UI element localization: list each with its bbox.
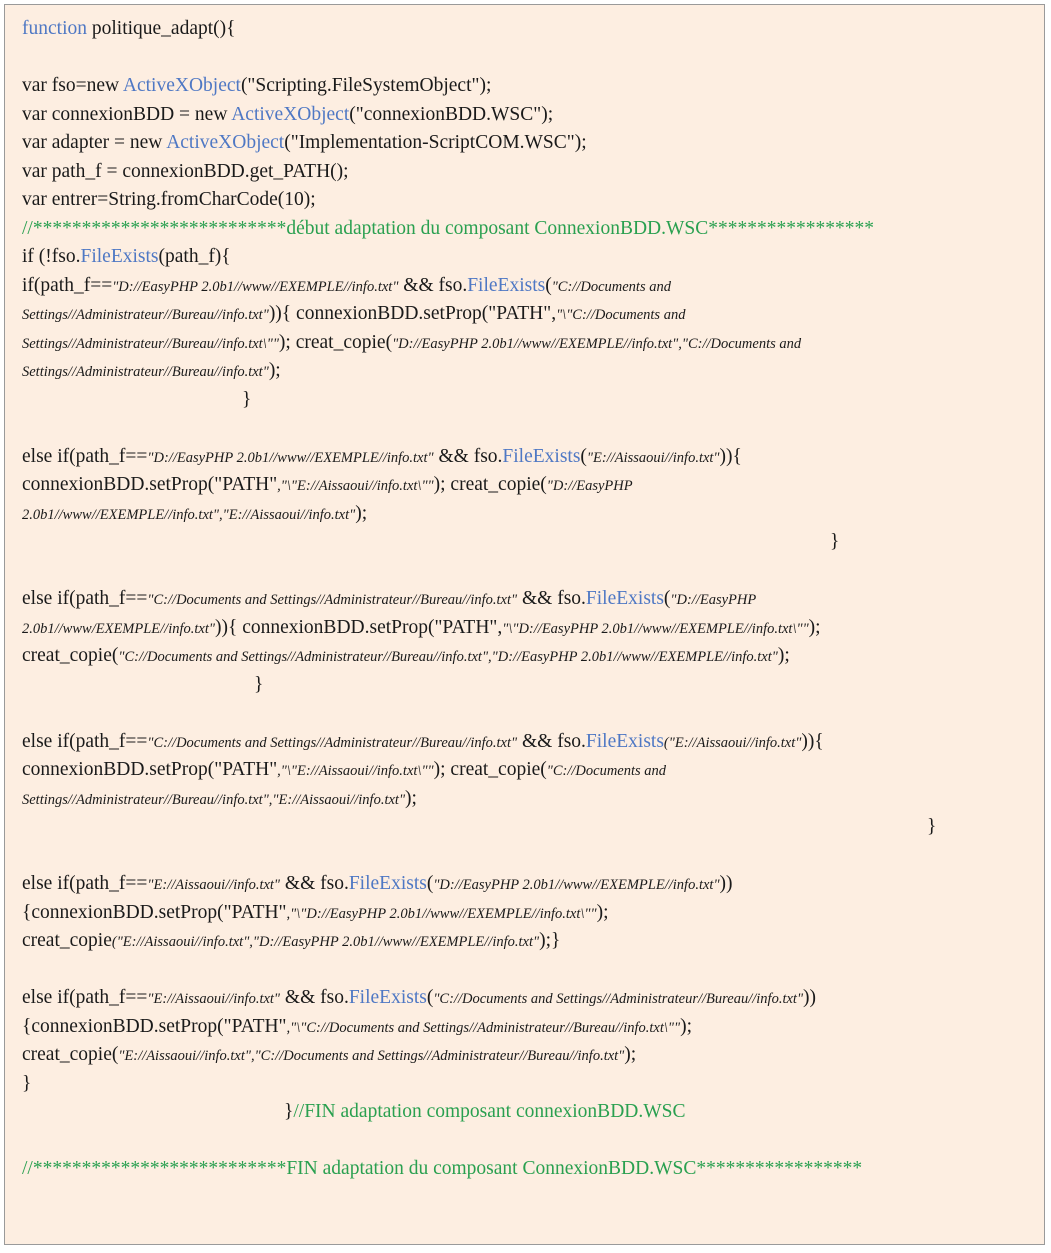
closing-brace: } xyxy=(242,388,252,410)
code-text: ); creat_copie( xyxy=(278,331,393,353)
blank-line xyxy=(22,1127,1036,1156)
code-text: ); xyxy=(355,502,368,524)
code-line xyxy=(22,15,1036,44)
string-literal: "C://Documents and Settings//Administrateur//Bureau//info.txt","D://EasyPHP 2.0b1//www//EXEMPLE//info.txt" xyxy=(118,649,778,665)
code-text: var connexionBDD = new xyxy=(22,103,232,125)
string-literal: "C://Documents and Settings//Administrateur//Bureau//info.txt" xyxy=(433,991,804,1007)
code-text: else if(path_f== xyxy=(22,873,148,894)
string-literal: "\"C://Documents and xyxy=(556,307,686,323)
code-line xyxy=(22,101,1036,130)
code-line xyxy=(22,471,1036,500)
string-literal: "D://EasyPHP xyxy=(670,592,757,608)
blank-line xyxy=(22,557,1036,586)
code-line xyxy=(22,870,1036,899)
code-text: ); xyxy=(624,1044,637,1065)
string-literal: Settings//Administrateur//Bureau//info.txt" xyxy=(22,307,269,323)
code-text: ); xyxy=(596,901,609,923)
code-listing-box xyxy=(4,4,1045,1245)
blank-line xyxy=(22,414,1036,443)
comment-line: //**************************FIN adaptation du composant ConnexionBDD.WSC***************** xyxy=(22,1158,863,1179)
keyword: FileExists xyxy=(502,445,581,467)
code-text: ); xyxy=(777,645,790,666)
code-line xyxy=(22,642,1036,671)
code-line xyxy=(22,129,1036,158)
code-line xyxy=(22,899,1036,928)
code-line xyxy=(22,614,1036,643)
string-literal: "E://Aissaoui//info.txt" xyxy=(586,449,720,466)
code-text: && fso. xyxy=(517,588,586,609)
string-literal: Settings//Administrateur//Bureau//info.txt","E://Aissaoui//info.txt" xyxy=(22,791,406,808)
string-literal: Settings//Administrateur//Bureau//info.txt" xyxy=(22,364,269,380)
code-line xyxy=(22,785,1036,814)
code-text: ); xyxy=(268,360,281,381)
string-literal: ,"\"D://EasyPHP 2.0b1//www//EXEMPLE//info.txt\"" xyxy=(286,905,597,922)
code-text: {connexionBDD.setProp("PATH" xyxy=(22,1015,287,1037)
code-line: var entrer=String.fromCharCode(10); xyxy=(22,189,316,210)
code-text: else if(path_f== xyxy=(22,588,148,609)
comment-line: //**************************début adaptation du composant ConnexionBDD.WSC***************** xyxy=(22,217,874,239)
closing-brace: } xyxy=(927,816,937,837)
string-literal: ("E://Aissaoui//info.txt" xyxy=(663,734,802,751)
code-text: )){ xyxy=(801,730,824,752)
code-text: if(path_f== xyxy=(22,274,113,296)
blank-line xyxy=(22,842,1036,871)
code-line xyxy=(22,1013,1036,1042)
closing-brace: } xyxy=(254,673,264,695)
code-text: else if(path_f== xyxy=(22,987,148,1008)
code-text: ( xyxy=(580,445,587,467)
code-line xyxy=(22,585,1036,614)
keyword: ActiveXObject xyxy=(122,75,241,96)
blank-line xyxy=(22,44,1036,73)
code-line xyxy=(22,1041,1036,1070)
code-line xyxy=(22,756,1036,785)
code-line xyxy=(22,500,1036,529)
keyword: FileExists xyxy=(585,588,664,609)
code-text: && fso. xyxy=(280,873,349,894)
code-text: {connexionBDD.setProp("PATH" xyxy=(22,901,287,923)
code-text: ("Scripting.FileSystemObject"); xyxy=(240,75,492,96)
code-text: ("Implementation-ScriptCOM.WSC"); xyxy=(284,132,587,153)
keyword: FileExists xyxy=(467,274,546,296)
code-text: creat_copie( xyxy=(22,1044,119,1065)
code-text: creat_copie( xyxy=(22,645,119,666)
string-literal: "C://Documents and xyxy=(546,763,667,779)
code-text: if (!fso. xyxy=(22,246,81,267)
code-text: && fso. xyxy=(398,274,468,296)
string-literal: "D://EasyPHP 2.0b1//www//EXEMPLE//info.txt","C://Documents and xyxy=(392,335,802,352)
string-literal: "E://Aissaoui//info.txt" xyxy=(147,877,281,893)
code-text: ("connexionBDD.WSC"); xyxy=(349,103,554,125)
closing-brace: } xyxy=(830,531,840,552)
string-literal: 2.0b1//www//EXEMPLE//info.txt","E://Aissaoui//info.txt" xyxy=(22,506,356,523)
string-literal: "C://Documents and Settings//Administrateur//Bureau//info.txt" xyxy=(147,734,518,751)
code-text: )){ connexionBDD.setProp("PATH", xyxy=(214,616,503,638)
code-text: ); creat_copie( xyxy=(433,759,547,780)
code-line xyxy=(22,329,1036,358)
string-literal: "\"D://EasyPHP 2.0b1//www//EXEMPLE//info.txt\"" xyxy=(502,620,809,637)
code-text: else if(path_f== xyxy=(22,445,148,467)
string-literal: "C://Documents and xyxy=(551,278,671,295)
code-text: ); xyxy=(405,787,417,809)
code-text: } xyxy=(284,1101,294,1122)
code-text: && fso. xyxy=(433,445,503,467)
code-text: ); xyxy=(808,616,821,638)
code-text: && fso. xyxy=(517,730,586,752)
code-text: (path_f){ xyxy=(158,246,231,267)
string-literal: ,"\"C://Documents and Settings//Administrateur//Bureau//info.txt\"" xyxy=(286,1019,681,1036)
string-literal: "D://EasyPHP 2.0b1//www//EXEMPLE//info.txt" xyxy=(112,278,399,295)
keyword: FileExists xyxy=(348,873,427,894)
code-text: var adapter = new xyxy=(22,132,167,153)
code-text: )){ xyxy=(719,445,742,467)
code-line xyxy=(22,728,1036,757)
keyword: ActiveXObject xyxy=(166,132,285,153)
code-listing xyxy=(22,15,1036,1184)
string-literal: "D://EasyPHP 2.0b1//www//EXEMPLE//info.txt" xyxy=(433,877,720,893)
code-text: var fso=new xyxy=(22,75,123,96)
comment: //FIN adaptation composant connexionBDD.WSC xyxy=(293,1101,686,1122)
code-line: var path_f = connexionBDD.get_PATH(); xyxy=(22,160,349,182)
closing-brace: } xyxy=(22,1072,32,1094)
code-text: )){ connexionBDD.setProp("PATH", xyxy=(268,303,557,324)
blank-line xyxy=(22,956,1036,985)
string-literal: Settings//Administrateur//Bureau//info.txt\"" xyxy=(22,335,279,352)
keyword: FileExists xyxy=(80,246,159,267)
code-line xyxy=(22,927,1036,956)
keyword: FileExists xyxy=(348,987,427,1008)
string-literal: ("E://Aissaoui//info.txt","D://EasyPHP 2.0b1//www//EXEMPLE//info.txt" xyxy=(111,934,540,950)
code-text: )) xyxy=(719,873,733,894)
keyword: function xyxy=(22,18,87,39)
code-text: ); xyxy=(680,1015,692,1037)
code-text: ( xyxy=(426,873,434,894)
string-literal: "D://EasyPHP 2.0b1//www//EXEMPLE//info.txt" xyxy=(147,449,434,466)
code-line xyxy=(22,443,1036,472)
string-literal: "C://Documents and Settings//Administrateur//Bureau//info.txt" xyxy=(147,592,518,608)
string-literal: "E://Aissaoui//info.txt","C://Documents and Settings//Administrateur//Bureau//info.txt" xyxy=(118,1048,625,1064)
code-line xyxy=(22,243,1036,272)
code-text: connexionBDD.setProp("PATH" xyxy=(22,759,278,780)
string-literal: 2.0b1//www/EXEMPLE//info.txt" xyxy=(22,620,215,637)
code-text: ( xyxy=(545,274,552,296)
code-text: connexionBDD.setProp("PATH" xyxy=(22,474,278,495)
string-literal: ,"\"E://Aissaoui//info.txt\"" xyxy=(277,478,434,494)
blank-line xyxy=(22,699,1036,728)
code-line xyxy=(22,272,1036,301)
code-line xyxy=(22,1098,1036,1127)
code-line xyxy=(22,357,1036,386)
code-text: );} xyxy=(539,930,561,951)
code-text: else if(path_f== xyxy=(22,730,148,752)
code-line xyxy=(22,984,1036,1013)
code-text: politique_adapt(){ xyxy=(86,18,236,39)
code-text: creat_copie xyxy=(22,930,112,951)
string-literal: "D://EasyPHP xyxy=(546,478,633,494)
code-text: ); creat_copie( xyxy=(433,474,547,495)
keyword: ActiveXObject xyxy=(231,103,350,125)
string-literal: "E://Aissaoui//info.txt" xyxy=(147,991,281,1007)
code-line xyxy=(22,72,1036,101)
code-text: && fso. xyxy=(280,987,349,1008)
keyword: FileExists xyxy=(585,730,664,752)
code-text: ( xyxy=(426,987,434,1008)
code-text: ( xyxy=(663,588,671,609)
code-line xyxy=(22,300,1036,329)
code-text: )) xyxy=(803,987,817,1008)
string-literal: ,"\"E://Aissaoui//info.txt\"" xyxy=(277,763,434,779)
